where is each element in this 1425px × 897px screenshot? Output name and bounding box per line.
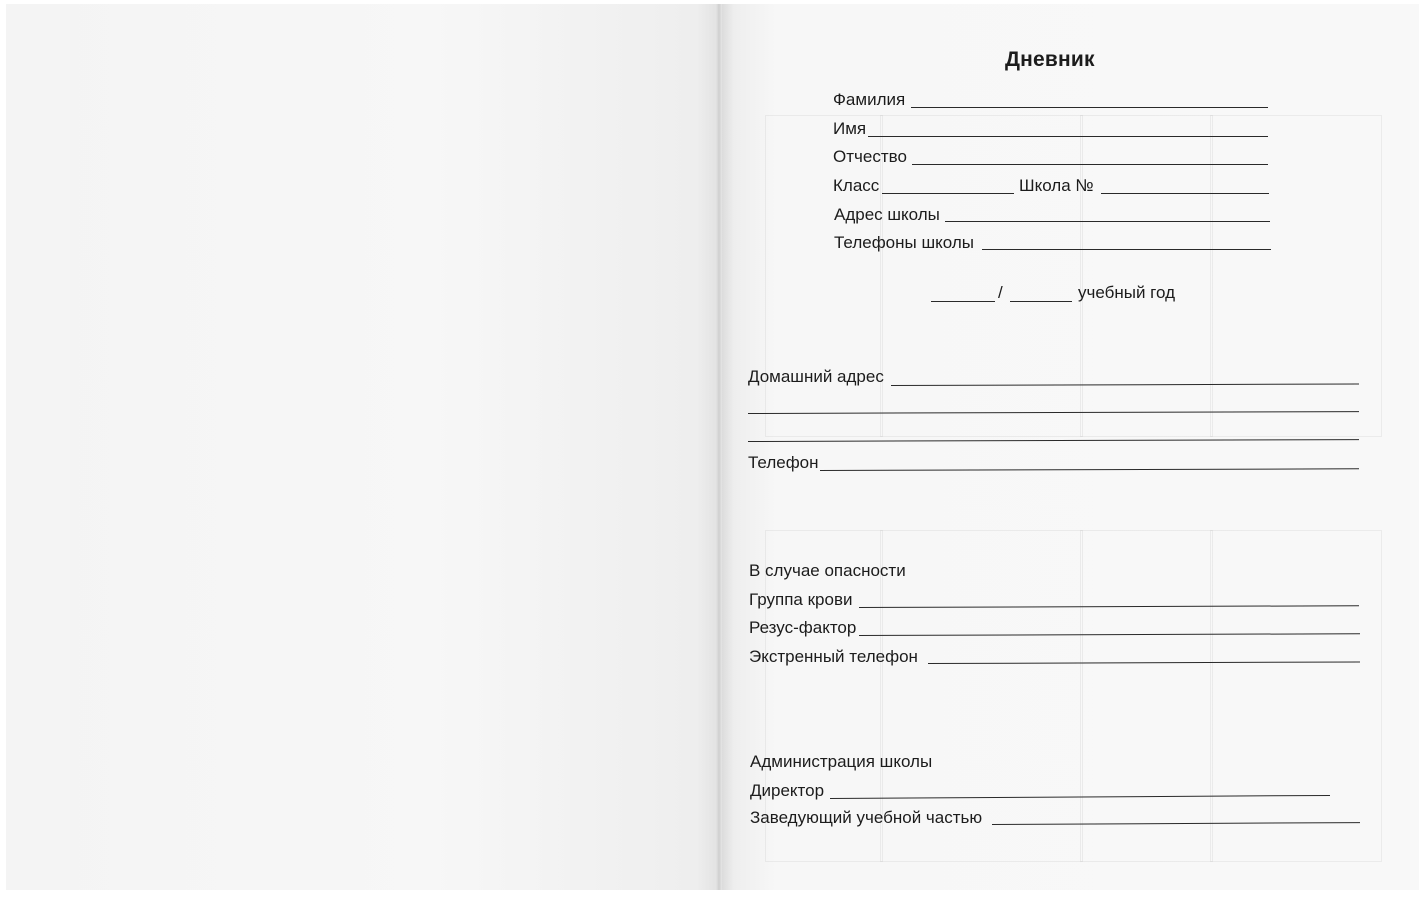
home-address-label: Домашний адрес <box>748 367 884 386</box>
school-number-field[interactable] <box>1101 193 1269 194</box>
surname-label: Фамилия <box>833 90 906 109</box>
year-end-field[interactable] <box>1010 301 1072 302</box>
school-address-label: Адрес школы <box>834 205 940 224</box>
name-field[interactable] <box>868 136 1268 137</box>
academic-year-label: учебный год <box>1078 283 1176 302</box>
name-label: Имя <box>833 119 867 138</box>
emergency-heading: В случае опасности <box>749 561 906 580</box>
patronymic-label: Отчество <box>833 147 907 166</box>
surname-field[interactable] <box>911 107 1268 108</box>
book-spine <box>716 4 722 890</box>
emergency-phone-label: Экстренный телефон <box>749 647 918 666</box>
head-teacher-label: Заведующий учебной частью <box>750 808 983 827</box>
year-separator: / <box>998 283 1003 302</box>
class-field[interactable] <box>882 193 1014 194</box>
rh-factor-label: Резус-фактор <box>749 618 857 637</box>
blood-group-label: Группа крови <box>749 590 853 609</box>
patronymic-field[interactable] <box>912 164 1268 165</box>
class-label: Класс <box>833 176 880 195</box>
school-number-label: Школа № <box>1019 176 1094 195</box>
school-phones-label: Телефоны школы <box>834 233 974 252</box>
school-phones-field[interactable] <box>982 249 1271 250</box>
year-start-field[interactable] <box>931 301 995 302</box>
administration-heading: Администрация школы <box>750 752 933 771</box>
school-address-field[interactable] <box>945 221 1270 222</box>
page-title: Дневник <box>1005 48 1095 71</box>
left-page <box>6 4 718 890</box>
home-phone-label: Телефон <box>748 453 819 472</box>
director-label: Директор <box>750 781 825 800</box>
